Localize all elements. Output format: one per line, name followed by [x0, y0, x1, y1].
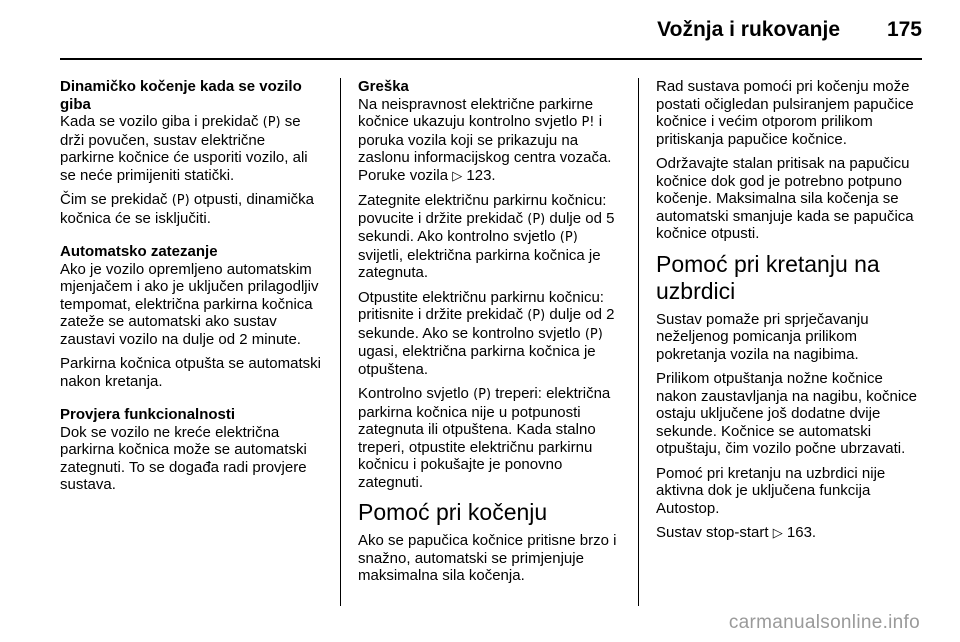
paragraph: Pomoć pri kretanju na uzbrdici nije aktivna dok je uključena funkcija Autostop. [656, 464, 886, 517]
page-number: 175 [886, 18, 922, 41]
section-heading: Greška [358, 78, 409, 95]
chapter-title: Vožnja i rukovanje [657, 18, 840, 41]
section-function-check [60, 406, 322, 494]
parking-brake-switch-icon: (P) [171, 193, 190, 208]
paragraph: Zategnite električnu parkirnu kočnicu: povucite i držite prekidač (P) dulje od 5 sekundi. Ako kontrolno svjetlo (P) svijetli, električna parkirna kočnica je zategnuta. [358, 192, 615, 281]
section-fault [358, 78, 620, 491]
paragraph: Prilikom otpuštanja nožne kočnice nakon zaustavljanja na nagibu, kočnice ostaju uključene još dodatne dvije sekunde. Kočnice se automatski otpuštaju, čim vozilo počne ubrzavati. [656, 370, 918, 457]
page-reference-link[interactable]: 123. [466, 166, 496, 184]
paragraph: Na neispravnost električne parkirne kočnice ukazuju kontrolno svjetlo P! i poruka vozila koji se prikazuju na zaslonu informacijskog centra vozača. Poruke vozila ▷ 123. [358, 95, 612, 184]
paragraph: Sustav stop-start ▷ 163. [656, 524, 817, 541]
watermark: carmanualsonline.info [728, 612, 920, 633]
section-dynamic-braking [60, 78, 322, 227]
paragraph: Ako se papučica kočnice pritisne brzo i snažno, automatski se primjenjuje maksimalna sila kočenja. [358, 532, 617, 584]
paragraph: Ako je vozilo opremljeno automatskim mjenjačem i ako je uključen prilagodljiv tempomat, električna parkirna kočnica zateže se automatski ako sustav zaustavi vozilo na dulje od 2 minute. [60, 260, 319, 348]
section-brake-assist [358, 499, 620, 585]
parking-brake-lamp-icon: (P) [584, 326, 603, 342]
parking-brake-lamp-icon: (P) [473, 387, 492, 402]
column-2 [358, 78, 620, 592]
parking-brake-switch-icon: (P) [527, 211, 546, 227]
reference-arrow-icon: ▷ [772, 526, 783, 541]
column-divider [638, 78, 639, 606]
paragraph: Otpustite električnu parkirnu kočnicu: pritisnite i držite prekidač (P) dulje od 2 sekunde. Ako se kontrolno svjetlo (P) ugasi, električna parkirna kočnica je otpuštena. [358, 288, 615, 378]
paragraph: Kada se vozilo giba i prekidač (P) se drži povučen, sustav električne parkirne kočnice će usporiti vozilo, ali se neće primijeniti statički. [60, 113, 308, 184]
column-1 [60, 78, 322, 510]
paragraph: Rad sustava pomoći pri kočenju može postati očigledan pulsiranjem papučice kočnice i većim otporom prilikom pritiskanja papučice kočnice. [656, 78, 914, 148]
section-heading: Provjera funkcionalnosti [60, 406, 236, 423]
parking-brake-switch-icon: (P) [262, 115, 281, 130]
column-divider [340, 78, 341, 606]
fault-warning-icon: P! [581, 115, 595, 130]
section-title: Pomoć pri kočenju [358, 499, 548, 525]
page-header [0, 0, 960, 60]
paragraph: Parkirna kočnica otpušta se automatski nakon kretanja. [60, 355, 321, 390]
paragraph: Održavajte stalan pritisak na papučicu kočnice dok god je potrebno potpuno kočenje. Maksimalna sila kočenja se automatski smanjuje kada se papučica kočnice otpusti. [656, 155, 914, 242]
parking-brake-lamp-icon: (P) [559, 230, 578, 245]
reference-arrow-icon: ▷ [452, 168, 463, 184]
section-heading: Automatsko zatezanje [60, 243, 218, 260]
paragraph: Čim se prekidač (P) otpusti, dinamička kočnica će se isključiti. [60, 191, 314, 227]
section-title: Pomoć pri kretanju na uzbrdici [656, 250, 880, 304]
paragraph: Dok se vozilo ne kreće električna parkirna kočnica može se automatski zategnuti. To se događa radi provjere sustava. [60, 423, 307, 493]
parking-brake-switch-icon: (P) [527, 308, 546, 323]
column-3 [656, 78, 924, 550]
section-heading: Dinamičko kočenje kada se vozilo giba [60, 78, 302, 113]
section-automatic-apply [60, 243, 322, 390]
paragraph: Sustav pomaže pri sprječavanju neželjenog pomicanja prilikom pokretanja vozila na nagibima. [656, 310, 869, 363]
header-rule [60, 58, 922, 60]
page-reference-link[interactable]: 163. [786, 524, 817, 541]
section-hill-start-assist [656, 251, 924, 543]
paragraph: Kontrolno svjetlo (P) treperi: električna parkirna kočnica nije u potpunosti zategnuta ili otpuštena. Kada stalno treperi, otpustite električnu parkirnu kočnicu i pokušajte je ponovno zategnuti. [358, 385, 611, 491]
